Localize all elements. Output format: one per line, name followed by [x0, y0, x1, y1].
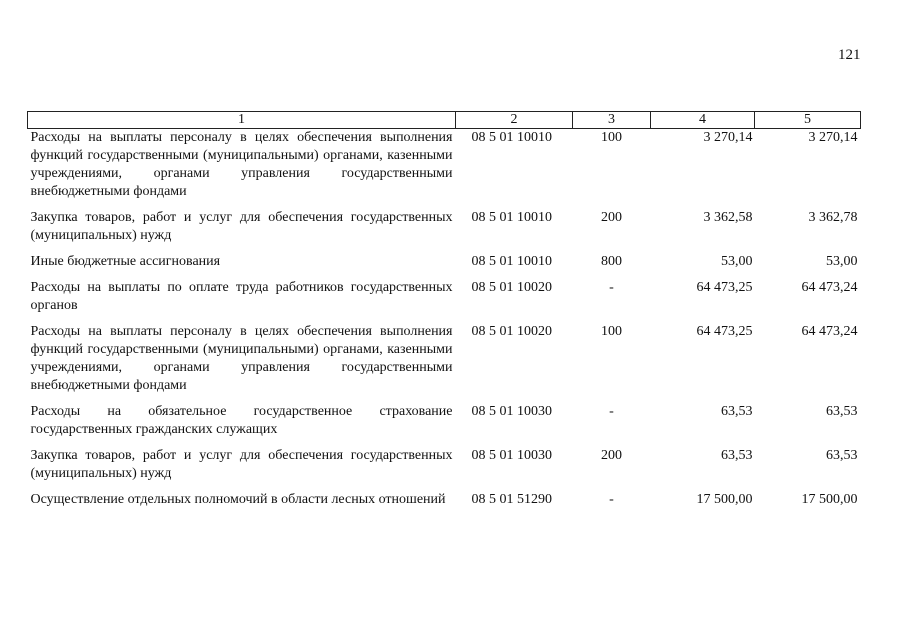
table-row	[28, 209, 861, 253]
row-name-cell: Иные бюджетные ассигнования	[30, 254, 221, 269]
row-sum-col4-cell: 3 362,58	[703, 210, 753, 225]
table-row	[28, 447, 861, 491]
row-vr-cell: -	[609, 492, 614, 507]
table-row	[28, 491, 861, 517]
table-header-row	[28, 112, 861, 129]
row-sum-col4-cell: 64 473,25	[696, 324, 753, 339]
budget-table	[27, 111, 861, 517]
row-vr-cell: 200	[601, 210, 622, 225]
row-name-cell: Расходы на выплаты по оплате труда работников государственных органов	[30, 280, 453, 313]
row-sum-col4-cell: 63,53	[721, 404, 753, 419]
row-sum-col5-cell: 3 270,14	[808, 130, 858, 145]
row-sum-col4-cell: 53,00	[721, 254, 753, 269]
row-sum-col4-cell: 64 473,25	[696, 280, 753, 295]
row-vr-cell: 100	[601, 324, 622, 339]
row-sum-col5-cell: 17 500,00	[801, 492, 858, 507]
row-sum-col5-cell: 63,53	[826, 448, 858, 463]
table-row	[28, 253, 861, 279]
row-csr-cell: 08 5 01 10010	[471, 210, 552, 225]
row-sum-col4-cell: 3 270,14	[703, 130, 753, 145]
row-name-cell: Закупка товаров, работ и услуг для обеспечения государственных (муниципальных) нужд	[30, 448, 453, 481]
row-csr-cell: 08 5 01 10010	[471, 130, 552, 145]
row-csr-cell: 08 5 01 10010	[471, 254, 552, 269]
page-number: 121	[838, 47, 861, 63]
row-csr-cell: 08 5 01 10030	[471, 448, 552, 463]
row-vr-cell: 100	[601, 130, 622, 145]
table-row	[28, 279, 861, 323]
row-vr-cell: -	[609, 280, 614, 295]
column-header-1: 1	[28, 112, 456, 129]
row-vr-cell: -	[609, 404, 614, 419]
column-header-2: 2	[456, 112, 573, 129]
table-body	[28, 129, 861, 518]
column-header-5: 5	[755, 112, 861, 129]
row-name-cell: Закупка товаров, работ и услуг для обеспечения государственных (муниципальных) нужд	[30, 210, 453, 243]
row-vr-cell: 200	[601, 448, 622, 463]
row-name-cell: Осуществление отдельных полномочий в области лесных отношений	[30, 492, 446, 507]
row-sum-col5-cell: 64 473,24	[801, 280, 858, 295]
row-csr-cell: 08 5 01 10020	[471, 324, 552, 339]
row-csr-cell: 08 5 01 10030	[471, 404, 552, 419]
row-name-cell: Расходы на выплаты персоналу в целях обеспечения выполнения функций государственными (муниципальными) органами, казенными учреждениями, органами управления государственными внебюджетными фондами	[30, 130, 453, 199]
row-name-cell: Расходы на обязательное государственное страхование государственных гражданских служащих	[30, 404, 453, 437]
row-vr-cell: 800	[601, 254, 622, 269]
row-sum-col5-cell: 53,00	[826, 254, 858, 269]
row-csr-cell: 08 5 01 10020	[471, 280, 552, 295]
row-sum-col5-cell: 3 362,78	[808, 210, 858, 225]
row-sum-col5-cell: 64 473,24	[801, 324, 858, 339]
row-sum-col4-cell: 63,53	[721, 448, 753, 463]
table-row	[28, 323, 861, 403]
row-sum-col4-cell: 17 500,00	[696, 492, 753, 507]
table-row	[28, 129, 861, 210]
row-sum-col5-cell: 63,53	[826, 404, 858, 419]
row-csr-cell: 08 5 01 51290	[471, 492, 552, 507]
table-row	[28, 403, 861, 447]
column-header-4: 4	[651, 112, 755, 129]
row-name-cell: Расходы на выплаты персоналу в целях обеспечения выполнения функций государственными (муниципальными) органами, казенными учреждениями, органами управления государственными внебюджетными фондами	[30, 324, 453, 393]
column-header-3: 3	[573, 112, 651, 129]
